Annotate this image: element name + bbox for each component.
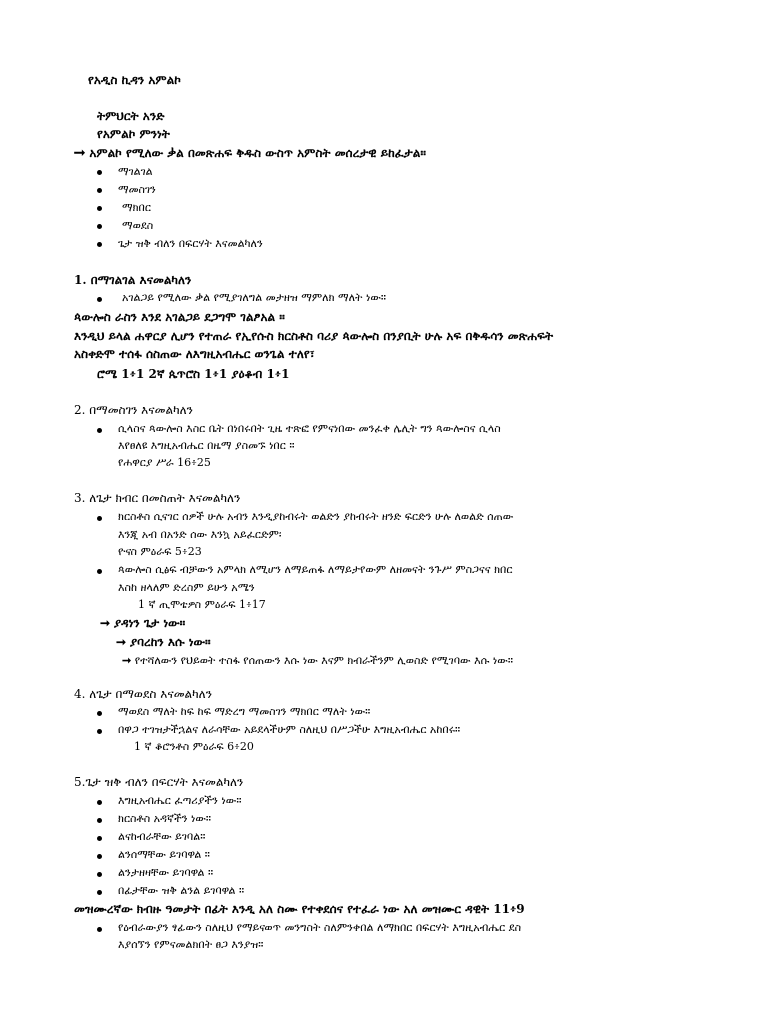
bullet-icon [97,224,102,229]
list-item: እግዚአብሔር ፈጣሪያችን ነው። [118,794,242,807]
list-item: ክርስቶስ አዳኛችን ነው። [118,812,212,825]
bullet-icon [97,516,102,521]
scripture-reference: 1 ኛ ጢሞቴዎስ ምዕራፍ 1፥17 [138,598,266,611]
bullet-icon [97,711,102,716]
section-1-references: ሮሜ 1፥1 2ኛ ጴጥሮስ 1፥1 ያዕቆብ 1፥1 [97,367,290,381]
list-item: ልንታዘዛቸው ይገባዋል ። [118,866,214,879]
scripture-reference: የሐዋርያ ሥራ 16፥25 [118,456,211,469]
bullet-icon [97,818,102,823]
lesson-subtitle: የአምልኮ ምንነት [97,127,170,141]
bullet-icon [97,872,102,877]
bullet-icon [97,836,102,841]
bullet-icon [97,854,102,859]
list-item: በዋጋ ተገዝታችኋልና ለራሳቸው አይደላችሁም ስለዚህ በሥጋችሁ እግዚአብሔር አከበሩ። [118,723,461,736]
list-item-continuation: እንጂ አብ በአንድ ሰው እንኳ አይፈርድም፡ [118,528,282,541]
bullet-icon [97,428,102,433]
bullet-icon [97,242,102,247]
section-1-paragraph-3: አስቀድሞ ተሰፋ ሰስጠው ለእግዚአብሔር ወንጌል ተለየ፣ [74,347,315,361]
list-item: በፊታቸው ዝቅ ልንል ይገባዋል ። [118,884,245,897]
list-item: ማክበር [122,201,151,214]
scripture-reference: 1 ኛ ቆሮንቶስ ምዕራፍ 6፥20 [134,740,254,753]
section-2-heading: 2. በማመስገን እናመልካለን [74,403,193,417]
section-1-heading: 1. በማገልገል እናመልካለን [74,273,192,287]
scripture-reference: ዮናስ ምዕራፍ 5፥23 [118,545,202,558]
lesson-title: ትምህርት አንድ [97,109,165,123]
bullet-icon [97,800,102,805]
arrow-line-3 [122,653,513,669]
section-4-heading: 4. ለጌታ በማወደስ እናመልካለን [74,687,212,701]
arrow-line-1 [100,615,185,631]
section-5-psalm-quote: መዝሙረኛው ክብዙ ዓመታት በፊት እንዲ አለ ስሙ የተቀደሰና የተፈራ ነው አለ መዝሙር ዳዊት 11፥9 [74,902,525,916]
list-item: ልናከብራቸው ይገባል። [118,830,206,843]
section-1-paragraph-1: ጳውሎስ ራስን እንደ አገልጋይ ደጋግሞ ገልፆአል ። [74,310,285,324]
bullet-icon [97,297,102,302]
list-item: ማመስገን [118,183,156,196]
section-3-heading: 3. ለጌታ ክብር በመስጠት እናመልካለን [74,491,241,505]
list-item: ሲላስና ጳውሎስ እስር ቤት በነበሩበት ጊዜ ተጽፎ የምናነበው መንፈቀ ሌሊት ግን ጳውሎስና ሲላስ [118,422,501,435]
arrow-icon: ➞ [116,635,127,649]
bullet-icon [97,569,102,574]
arrow-line-2 [116,634,211,650]
arrow-icon: ➞ [122,654,132,667]
list-item: ማገልገል [118,165,153,178]
bullet-icon [97,729,102,734]
document-title: የአዲስ ኪዳን አምልኮ [88,73,181,87]
arrow-icon: ➞ [74,146,86,160]
bullet-icon [97,890,102,895]
intro-text: አምልኮ የሚለው ቃል በመጽሐፍ ቅዱስ ውስጥ አምስት መሰረታዊ ይከፈታል። [89,146,426,160]
list-item: ማወደስ [122,219,154,232]
arrow-icon: ➞ [100,616,111,630]
list-item-continuation: እየፀለዩ እግዚአብሔር በዜማ ያስመኙ ነበር ። [118,439,295,452]
bullet-icon [97,188,102,193]
intro-line [74,145,426,161]
list-item-continuation: እስከ ዘላለም ድረስም ይሁን አሜን [118,581,255,594]
arrow-text: የተሻለውን የህይወት ተስፋ የሰጠውን እሱ ነው እናም ክብራችንም ሊወስድ የሚገባው እሱ ነው። [134,654,513,667]
list-item-continuation: እያሰኘን የምናመልክበት ፀጋ እንያዝ። [118,938,264,951]
list-item: ጳውሎስ ሲፅፍ ብቻውን አምላክ ለሚሆን ለማይጠፋ ለማይታየውም ለዘመናት ንጉሥ ምስጋናና ክበር [118,563,513,576]
list-item: ጌታ ዝቅ ብለን በፍርሃት እናመልካለን [118,237,263,250]
list-item: ልንሰማቸው ይገባዋል ። [118,848,210,861]
list-item: ክርስቶስ ሲናገር ሰዎች ሁሉ አብን እንዲያከብሩት ወልድን ያከብሩት ዘንድ ፍርድን ሁሉ ለወልድ ሰጠው [118,510,514,523]
list-item: የዕብራውያን ፃፊውን ስለዚህ የማይናወጥ መንግስት ስለምንቀበል ለማክበር በፍርሃት እግዚአብሔር ደስ [118,921,522,934]
bullet-icon [97,206,102,211]
list-item: አገልጋይ የሚለው ቃል የሚያገለግል መታዘዝ ማምለክ ማለት ነው። [122,291,387,304]
arrow-text: ያባረከን እሱ ነው። [129,635,211,649]
section-5-heading: 5.ጌታ ዝቅ ብለን በፍርሃት እናመልካለን [74,775,244,789]
section-1-paragraph-2: እንዲህ ይላል ሐዋርያ ሊሆን የተጠራ የኢየሱስ ክርስቶስ ባሪያ ጳውሎስ በንያቢት ሁሉ አፍ በቅዱሳን መጽሐፍት [74,329,554,343]
arrow-text: ያዳነን ጌታ ነው። [113,616,186,630]
list-item: ማወደስ ማለት ከፍ ከፍ ማድረግ ማመስገን ማክበር ማለት ነው። [118,705,371,718]
bullet-icon [97,927,102,932]
bullet-icon [97,170,102,175]
